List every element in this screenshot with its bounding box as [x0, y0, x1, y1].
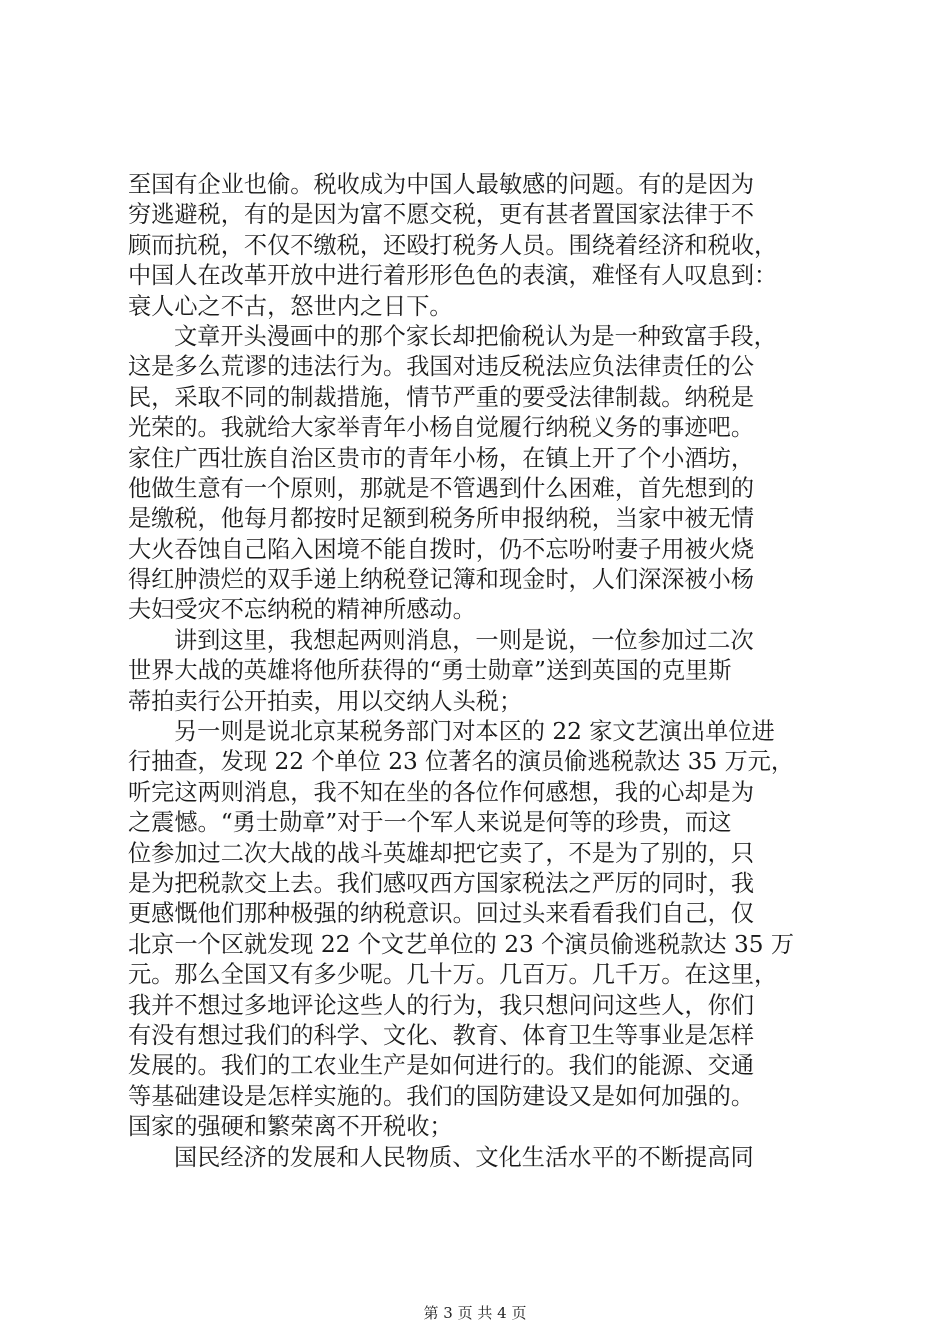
- text-line: 是缴税，他每月都按时足额到税务所申报纳税，当家中被无情: [128, 505, 755, 533]
- text-line: 文章开头漫画中的那个家长却把偷税认为是一种致富手段，: [174, 322, 777, 350]
- text-line: 衰人心之不古，怒世内之日下。: [128, 292, 453, 320]
- text-line: 穷逃避税，有的是因为富不愿交税，更有甚者置国家法律于不: [128, 201, 755, 229]
- text-line: 至国有企业也偷。税收成为中国人最敏感的问题。有的是因为: [128, 171, 755, 198]
- text-line: 我并不想过多地评论这些人的行为，我只想问问这些人，你们: [128, 991, 755, 1019]
- text-line: 得红肿溃烂的双手递上纳税登记簿和现金时，人们深深被小杨: [128, 566, 755, 594]
- text-line: 听完这两则消息，我不知在坐的各位作何感想，我的心却是为: [128, 778, 755, 806]
- text-line: 这是多么荒谬的违法行为。我国对违反税法应负法律责任的公: [128, 353, 755, 381]
- text-line: 有没有想过我们的科学、文化、教育、体育卫生等事业是怎样: [128, 1021, 755, 1049]
- text-line: 大火吞蚀自己陷入困境不能自拨时，仍不忘吩咐妻子用被火烧: [128, 535, 755, 563]
- text-line: 中国人在改革开放中进行着形形色色的表演，难怪有人叹息到：: [128, 262, 778, 290]
- text-line: 另一则是说北京某税务部门对本区的 22 家文艺演出单位进: [174, 718, 775, 746]
- text-line: 讲到这里，我想起两则消息，一则是说，一位参加过二次: [174, 626, 754, 654]
- text-line: 民，采取不同的制裁措施，情节严重的要受法律制裁。纳税是: [128, 383, 755, 411]
- text-line: 国家的强硬和繁荣离不开税收；: [128, 1113, 453, 1141]
- text-line: 顾而抗税，不仅不缴税，还殴打税务人员。围绕着经济和税收，: [128, 231, 778, 259]
- text-line: 蒂拍卖行公开拍卖，用以交纳人头税；: [128, 687, 523, 715]
- text-line: 之震憾。“勇士勋章”对于一个军人来说是何等的珍贵，而这: [128, 809, 732, 837]
- text-line: 国民经济的发展和人民物质、文化生活水平的不断提高同: [174, 1143, 754, 1171]
- text-line: 家住广西壮族自治区贵市的青年小杨，在镇上开了个小酒坊，: [128, 444, 755, 472]
- text-line: 元。那么全国又有多少呢。几十万。几百万。几千万。在这里，: [128, 961, 778, 989]
- text-line: 光荣的。我就给大家举青年小杨自觉履行纳税义务的事迹吧。: [128, 414, 755, 442]
- text-line: 行抽查，发现 22 个单位 23 位著名的演员偷逃税款达 35 万元，: [128, 748, 795, 776]
- text-line: 夫妇受灾不忘纳税的精神所感动。: [128, 596, 476, 624]
- text-line: 是为把税款交上去。我们感叹西方国家税法之严厉的同时，我: [128, 869, 755, 897]
- page-footer: 第 3 页 共 4 页: [423, 1304, 527, 1322]
- text-line: 世界大战的英雄将他所获得的“勇士勋章”送到英国的克里斯: [128, 657, 732, 685]
- text-line: 等基础建设是怎样实施的。我们的国防建设又是如何加强的。: [128, 1082, 755, 1110]
- text-line: 北京一个区就发现 22 个文艺单位的 23 个演员偷逃税款达 35 万: [128, 930, 795, 958]
- text-line: 更感慨他们那种极强的纳税意识。回过头来看看我们自己，仅: [128, 900, 755, 928]
- text-line: 发展的。我们的工农业生产是如何进行的。我们的能源、交通: [128, 1052, 755, 1080]
- text-line: 位参加过二次大战的战斗英雄却把它卖了，不是为了别的，只: [128, 839, 755, 867]
- document-body: [128, 170, 828, 1173]
- text-line: 他做生意有一个原则，那就是不管遇到什么困难，首先想到的: [128, 474, 755, 502]
